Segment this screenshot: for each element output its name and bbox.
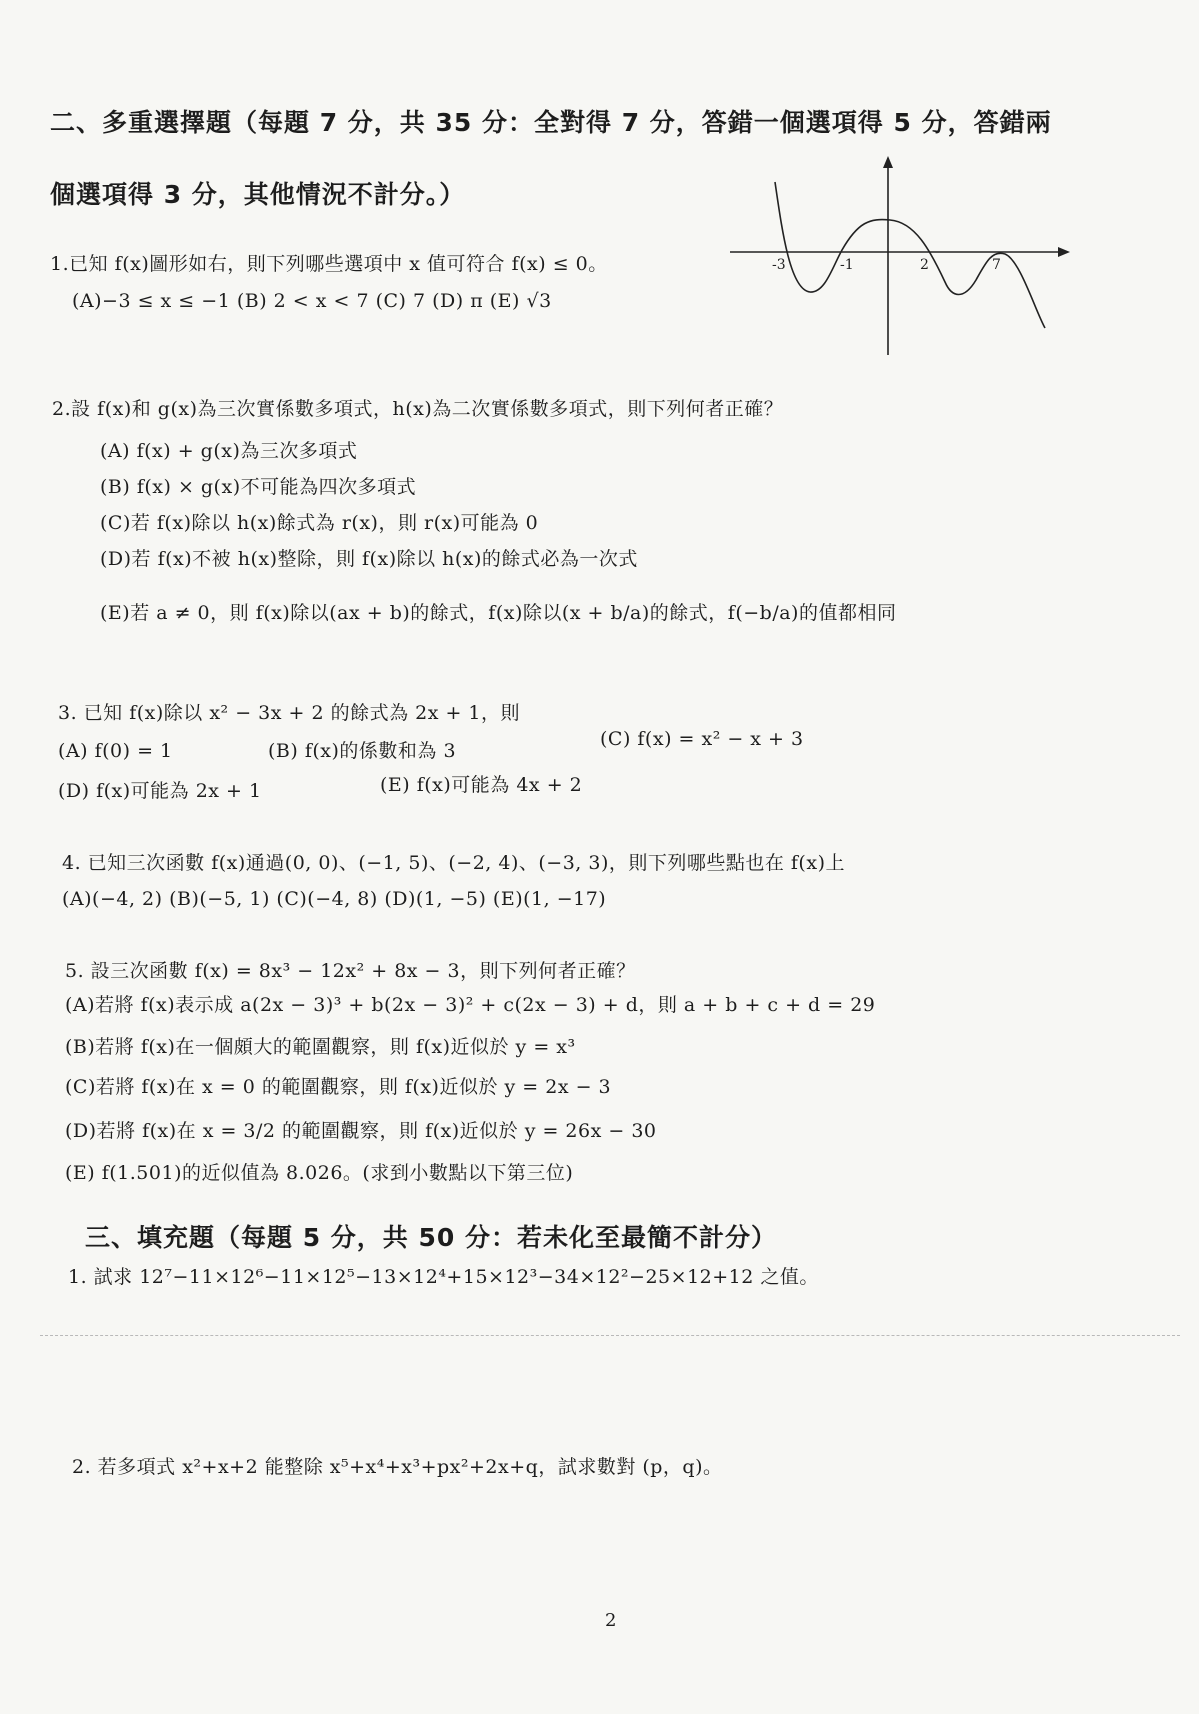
graph-tick-neg3: -3 <box>772 257 786 273</box>
graph-x-arrow <box>1058 247 1070 257</box>
graph-tick-7: 7 <box>992 257 1001 273</box>
q4-stem: 4. 已知三次函數 f(x)通過(0, 0)、(−1, 5)、(−2, 4)、(−3, 3)，則下列哪些點也在 f(x)上 <box>62 852 845 874</box>
section3-heading: 三、填充題（每題 5 分，共 50 分：若未化至最簡不計分） <box>85 1223 778 1252</box>
q3-option-c: (C) f(x) = x² − x + 3 <box>600 728 804 750</box>
q2-option-c: (C)若 f(x)除以 h(x)餘式為 r(x)，則 r(x)可能為 0 <box>100 512 539 534</box>
q3-option-e: (E) f(x)可能為 4x + 2 <box>380 774 583 796</box>
q5-option-b: (B)若將 f(x)在一個頗大的範圍觀察，則 f(x)近似於 y = x³ <box>65 1036 576 1058</box>
q5-option-d: (D)若將 f(x)在 x = 3/2 的範圍觀察，則 f(x)近似於 y = 26x − 30 <box>65 1120 657 1142</box>
q5-option-c: (C)若將 f(x)在 x = 0 的範圍觀察，則 f(x)近似於 y = 2x − 3 <box>65 1076 612 1098</box>
fill-question-1: 1. 試求 12⁷−11×12⁶−11×12⁵−13×12⁴+15×12³−34×12²−25×12+12 之值。 <box>68 1266 819 1288</box>
q2-option-a: (A) f(x) + g(x)為三次多項式 <box>100 440 358 462</box>
graph-y-arrow <box>883 156 893 168</box>
q2-option-d: (D)若 f(x)不被 h(x)整除，則 f(x)除以 h(x)的餘式必為一次式 <box>100 548 638 570</box>
q2-stem: 2.設 f(x)和 g(x)為三次實係數多項式，h(x)為二次實係數多項式，則下列何者正確？ <box>52 398 784 420</box>
section2-heading-line1: 二、多重選擇題（每題 7 分，共 35 分：全對得 7 分，答錯一個選項得 5 分，答錯兩 <box>50 108 1052 137</box>
q2-option-b: (B) f(x) × g(x)不可能為四次多項式 <box>100 476 417 498</box>
q3-stem: 3. 已知 f(x)除以 x² − 3x + 2 的餘式為 2x + 1，則 <box>58 702 521 724</box>
graph-tick-2: 2 <box>920 257 929 273</box>
q3-option-b: (B) f(x)的係數和為 3 <box>268 740 457 762</box>
q3-option-a: (A) f(0) = 1 <box>58 740 173 762</box>
q5-option-e: (E) f(1.501)的近似值為 8.026。(求到小數點以下第三位) <box>65 1162 574 1184</box>
q5-option-a: (A)若將 f(x)表示成 a(2x − 3)³ + b(2x − 3)² + c(2x − 3) + d，則 a + b + c + d = 29 <box>65 994 876 1016</box>
q5-stem: 5. 設三次函數 f(x) = 8x³ − 12x² + 8x − 3，則下列何者正確？ <box>65 960 636 982</box>
graph-curve <box>775 182 1045 328</box>
q1-function-graph <box>720 150 1080 360</box>
q1-stem: 1.已知 f(x)圖形如右，則下列哪些選項中 x 值可符合 f(x) ≤ 0。 <box>50 253 608 275</box>
section2-heading-line2: 個選項得 3 分，其他情況不計分。） <box>50 180 466 209</box>
scan-divider-line <box>40 1335 1180 1336</box>
q1-options: (A)−3 ≤ x ≤ −1 (B) 2 < x < 7 (C) 7 (D) π (E) √3 <box>72 290 552 312</box>
q4-options: (A)(−4, 2) (B)(−5, 1) (C)(−4, 8) (D)(1, −5) (E)(1, −17) <box>62 888 607 910</box>
graph-tick-neg1: -1 <box>840 257 854 273</box>
fill-question-2: 2. 若多項式 x²+x+2 能整除 x⁵+x⁴+x³+px²+2x+q，試求數對 (p，q)。 <box>72 1456 723 1478</box>
q2-option-e: (E)若 a ≠ 0，則 f(x)除以(ax + b)的餘式，f(x)除以(x + b/a)的餘式，f(−b/a)的值都相同 <box>100 602 897 624</box>
q3-option-d: (D) f(x)可能為 2x + 1 <box>58 780 262 802</box>
page-number: 2 <box>605 1610 617 1631</box>
